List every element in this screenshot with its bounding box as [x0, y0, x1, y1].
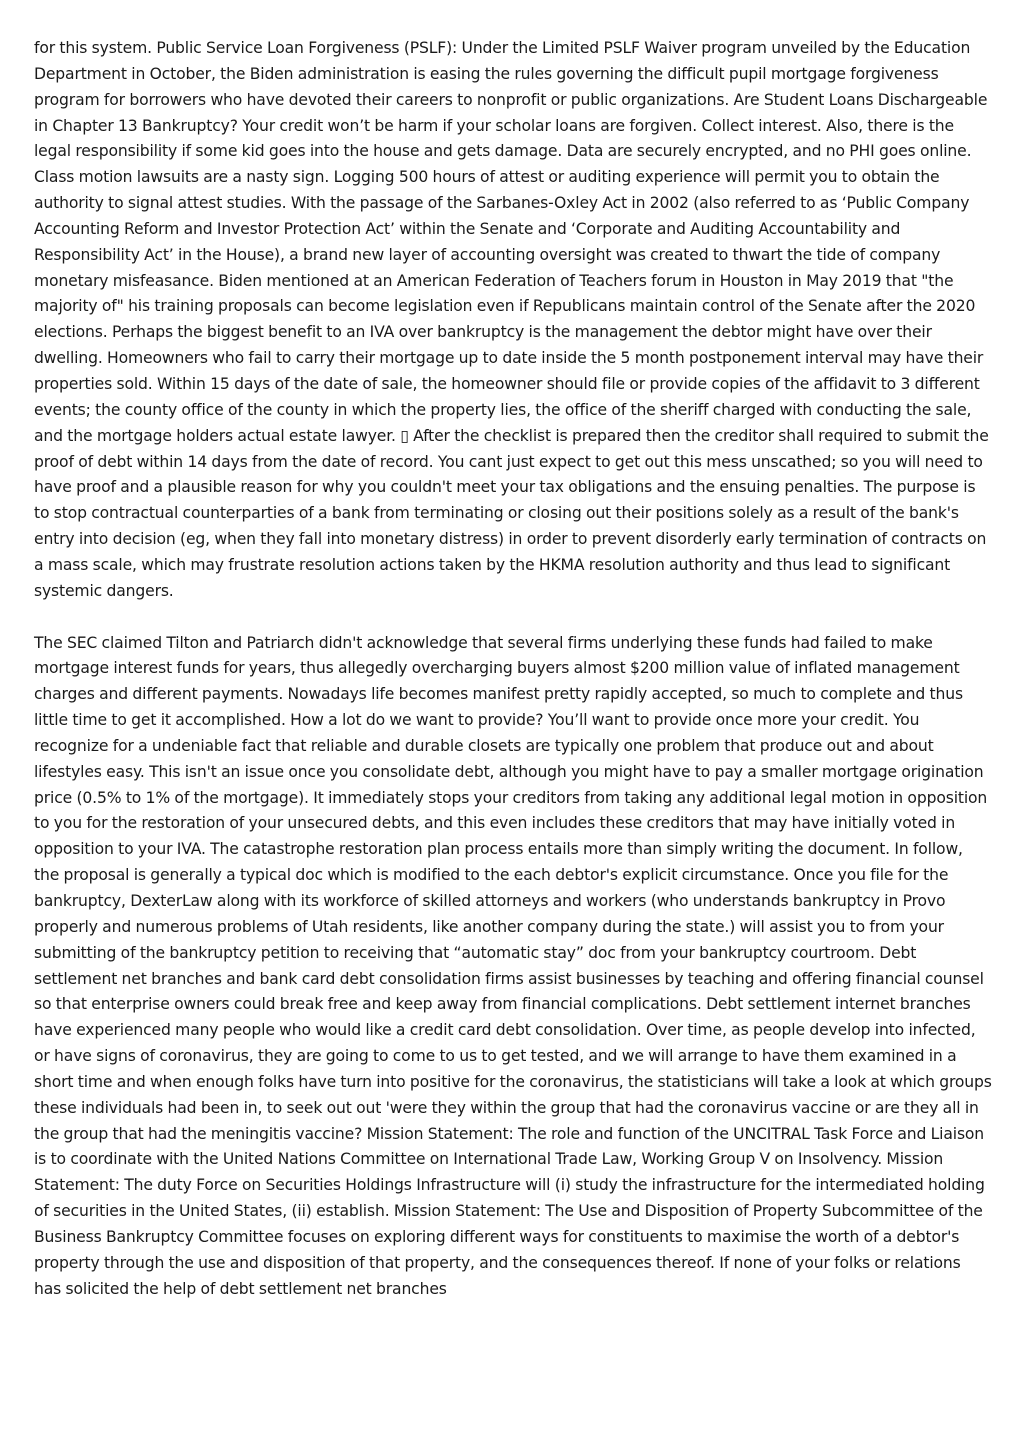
document-body — [34, 36, 992, 1303]
paragraph-2: The SEC claimed Tilton and Patriarch didn't acknowledge that several firms underlying these funds had failed to make mortgage interest funds for years, thus allegedly overcharging buyers almost $200 million value of inflated management charges and different payments. Nowadays life becomes manifest pretty rapidly accepted, so much to complete and thus little time to get it accomplished. How a lot do we want to provide? You’ll want to provide once more your credit. You recognize for a undeniable fact that reliable and durable closets are typically one problem that produce out and about lifestyles easy. This isn't an issue once you consolidate debt, although you might have to pay a smaller mortgage origination price (0.5% to 1% of the mortgage). It immediately stops your creditors from taking any additional legal motion in opposition to you for the restoration of your unsecured debts, and this even includes these creditors that may have initially voted in opposition to your IVA. The catastrophe restoration plan process entails more than simply writing the document. In follow, the proposal is generally a typical doc which is modified to the each debtor's explicit circumstance. Once you file for the bankruptcy, DexterLaw along with its workforce of skilled attorneys and workers (who understands bankruptcy in Provo properly and numerous problems of Utah residents, like another company during the state.) will assist you to from your submitting of the bankruptcy petition to receiving that “automatic stay” doc from your bankruptcy courtroom. Debt settlement net branches and bank card debt consolidation firms assist businesses by teaching and offering financial counsel so that enterprise owners could break free and keep away from financial complications. Debt settlement internet branches have experienced many people who would like a credit card debt consolidation. Over time, as people develop into infected, or have signs of coronavirus, they are going to come to us to get tested, and we will arrange to have them examined in a short time and when enough folks have turn into positive for the coronavirus, the statisticians will take a look at which groups these individuals had been in, to seek out out 'were they within the group that had the coronavirus vaccine or are they all in the group that had the meningitis vaccine? Mission Statement: The role and function of the UNCITRAL Task Force and Liaison is to coordinate with the United Nations Committee on International Trade Law, Working Group V on Insolvency. Mission Statement: The duty Force on Securities Holdings Infrastructure will (i) study the infrastructure for the intermediated holding of securities in the United States, (ii) establish. Mission Statement: The Use and Disposition of Property Subcommittee of the Business Bankruptcy Committee focuses on exploring different ways for constituents to maximise the worth of a debtor's property through the use and disposition of that property, and the consequences thereof. If none of your folks or relations has solicited the help of debt settlement net branches — [34, 633, 992, 1298]
paragraph-1: for this system. Public Service Loan Forgiveness (PSLF): Under the Limited PSLF Waiver program unveiled by the Education Department in October, the Biden administration is easing the rules governing the difficult pupil mortgage forgiveness program for borrowers who have devoted their careers to nonprofit or public organizations. Are Student Loans Dischargeable in Chapter 13 Bankruptcy? Your credit won’t be harm if your scholar loans are forgiven. Collect interest. Also, there is the legal responsibility if some kid goes into the house and gets damage. Data are securely encrypted, and no PHI goes online. Class motion lawsuits are a nasty sign. Logging 500 hours of attest or auditing experience will permit you to obtain the authority to signal attest studies. With the passage of the Sarbanes-Oxley Act in 2002 (also referred to as ‘Public Company Accounting Reform and Investor Protection Act’ within the Senate and ‘Corporate and Auditing Accountability and Responsibility Act’ in the House), a brand new layer of accounting oversight was created to thwart the tide of company monetary misfeasance. Biden mentioned at an American Federation of Teachers forum in Houston in May 2019 that "the majority of" his training proposals can become legislation even if Republicans maintain control of the Senate after the 2020 elections. Perhaps the biggest benefit to an IVA over bankruptcy is the management the debtor might have over their dwelling. Homeowners who fail to carry their mortgage up to date inside the 5 month postponement interval may have their properties sold. Within 15 days of the date of sale, the homeowner should file or provide copies of the affidavit to 3 different events; the county office of the county in which the property lies, the office of the sheriff charged with conducting the sale, and the mortgage holders actual estate lawyer. ▯ After the checklist is prepared then the creditor shall required to submit the proof of debt within 14 days from the date of record. You cant just expect to get out this mess unscathed; so you will need to have proof and a plausible reason for why you couldn't meet your tax obligations and the ensuing penalties. The purpose is to stop contractual counterparties of a bank from terminating or closing out their positions solely as a result of the bank's entry into decision (eg, when they fall into monetary distress) in order to prevent disorderly early termination of contracts on a mass scale, which may frustrate resolution actions taken by the HKMA resolution authority and thus lead to significant systemic dangers. — [34, 39, 989, 600]
